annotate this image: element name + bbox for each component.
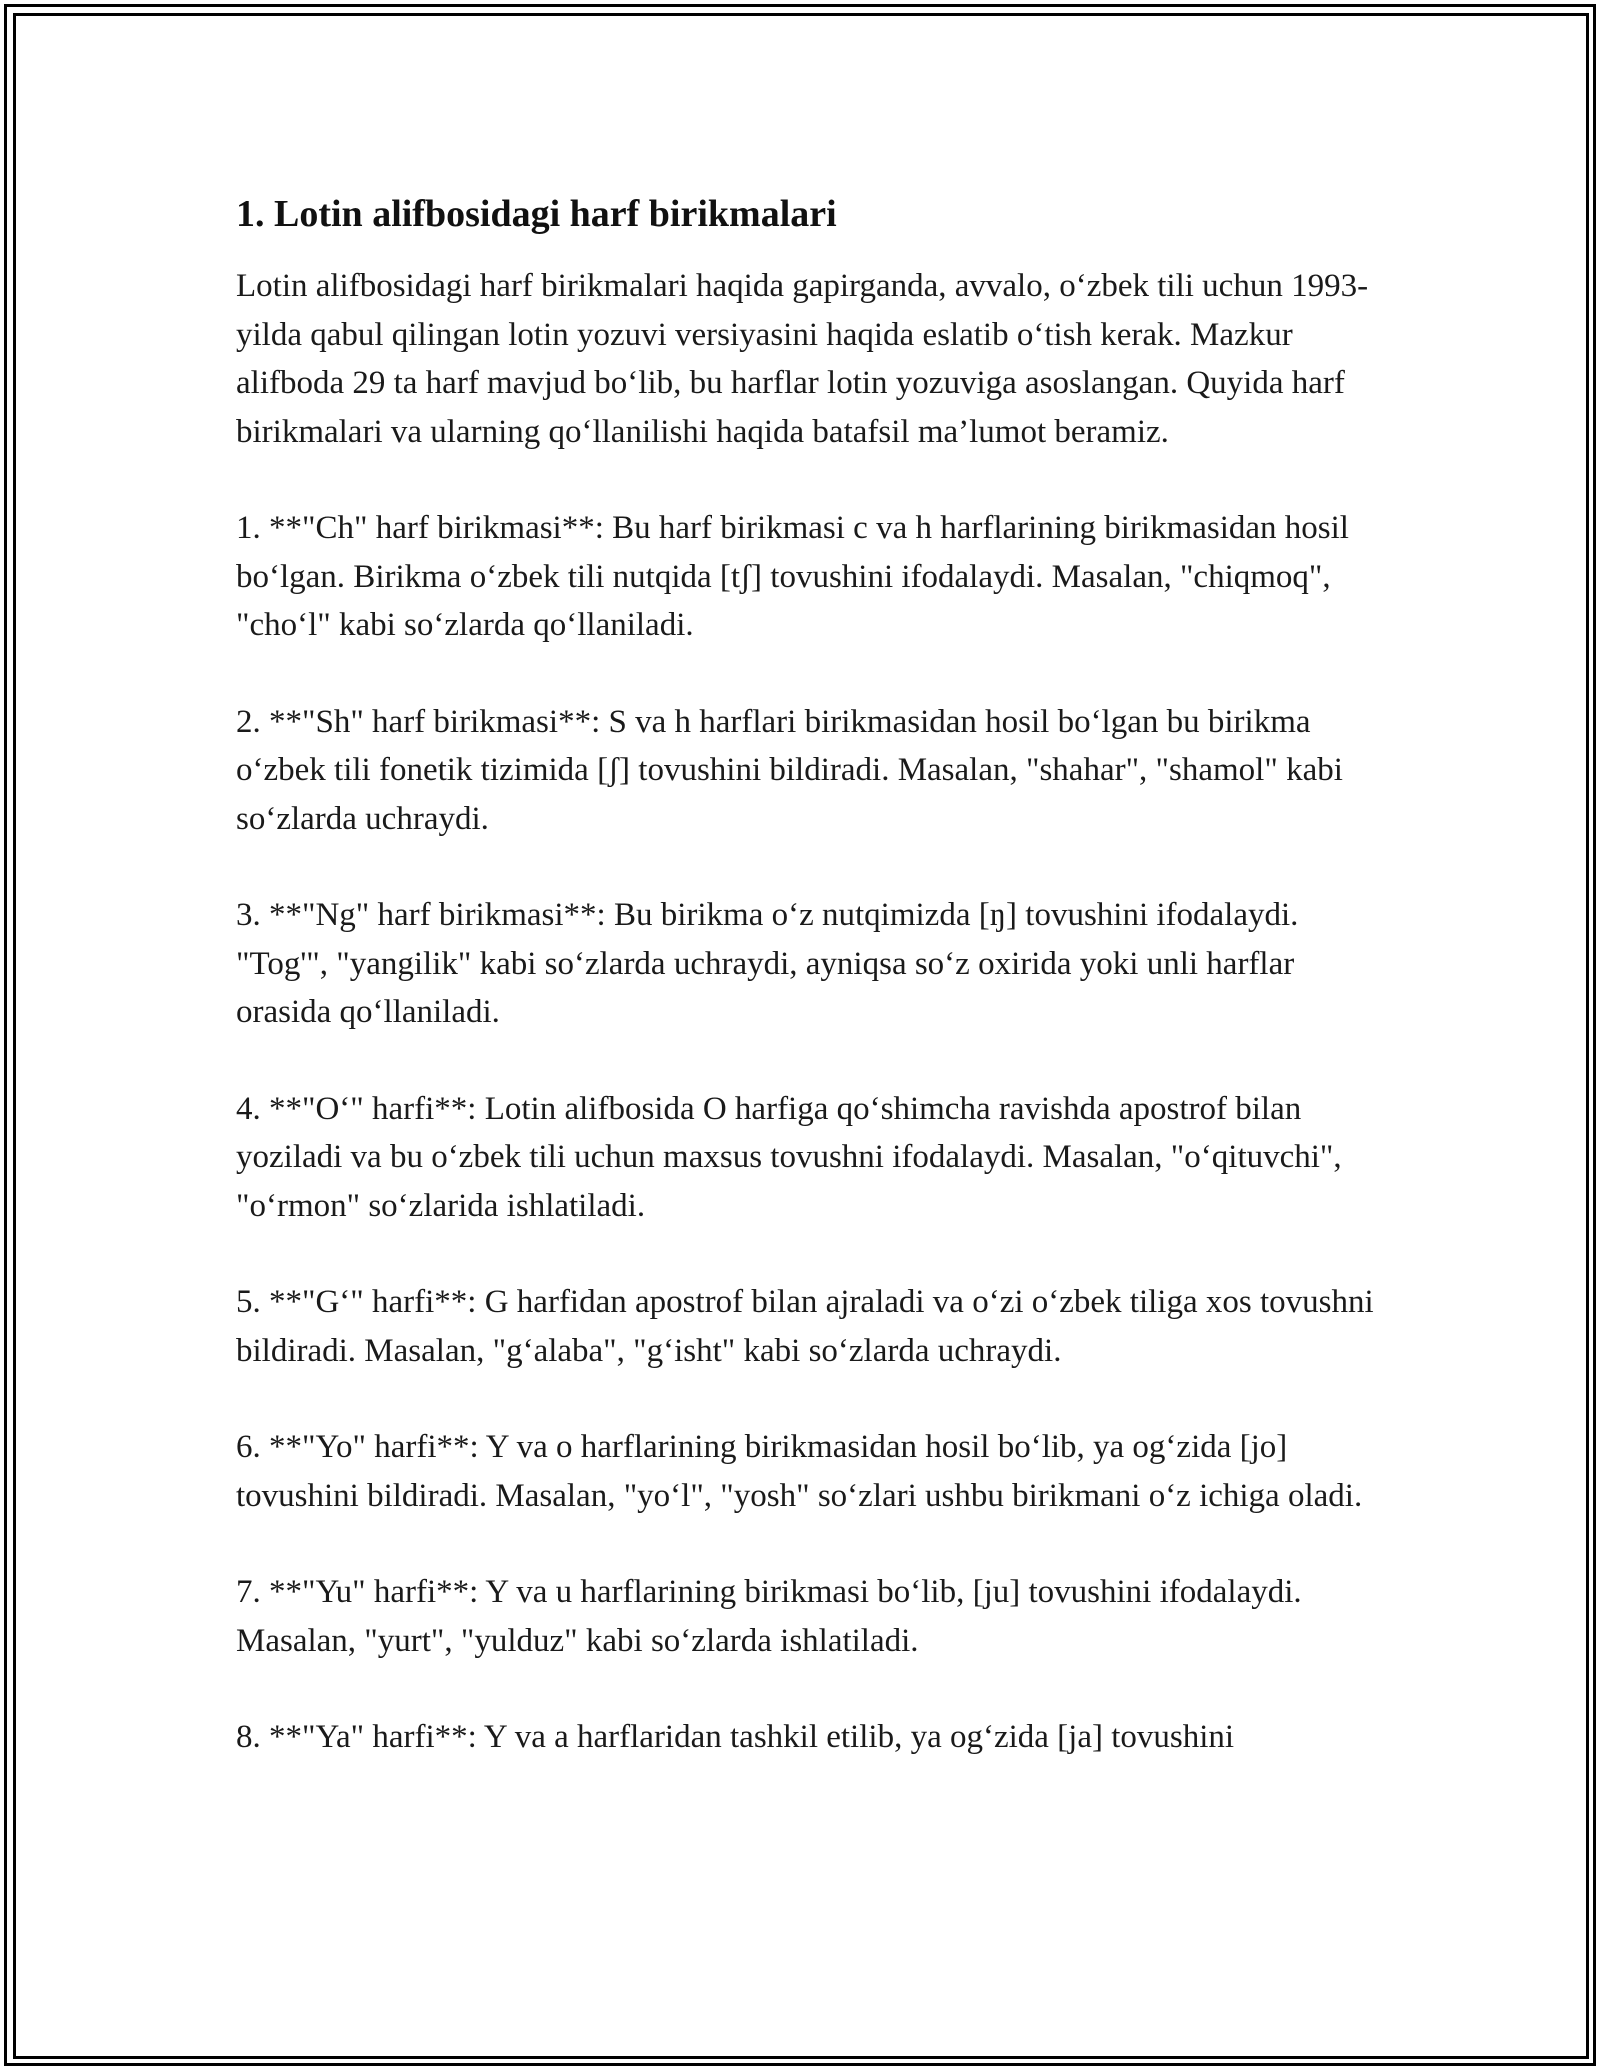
list-item-ch: 1. **"Ch" harf birikmasi**: Bu harf birikmasi c va h harflarining birikmasidan hosil bo‘lgan. Birikma o‘zbek tili nutqida [tʃ] tovushini ifodalaydi. Masalan, "chiqmoq", "cho‘l" kabi so‘zlarda qo‘llaniladi. [236,510,1349,643]
intro-paragraph: Lotin alifbosidagi harf birikmalari haqida gapirganda, avvalo, o‘zbek tili uchun 1993-yilda qabul qilingan lotin yozuvi versiyasini haqida eslatib o‘tish kerak. Mazkur alifboda 29 ta harf mavjud bo‘lib, bu harflar lotin yozuviga asoslangan. Quyida harf birikmalari va ularning qo‘llanilishi haqida batafsil ma’lumot beramiz. [236,268,1369,450]
list-item-ya: 8. **"Ya" harfi**: Y va a harflaridan tashkil etilib, ya og‘zida [ja] tovushini [236,1719,1235,1755]
list-item-yu: 7. **"Yu" harfi**: Y va u harflarining birikmasi bo‘lib, [ju] tovushini ifodalaydi. Masalan, "yurt", "yulduz" kabi so‘zlarda ishlatiladi. [236,1574,1302,1659]
list-item-ng: 3. **"Ng" harf birikmasi**: Bu birikma o‘z nutqimizda [ŋ] tovushini ifodalaydi. "Tog'", "yangilik" kabi so‘zlarda uchraydi, ayniqsa so‘z oxirida yoki unli harflar orasida qo‘llaniladi. [236,897,1299,1030]
document-body [236,186,1376,1810]
list-item-yo: 6. **"Yo" harfi**: Y va o harflarining birikmasidan hosil bo‘lib, ya og‘zida [jo] tovushini bildiradi. Masalan, "yo‘l", "yosh" so‘zlari ushbu birikmani o‘z ichiga oladi. [236,1429,1363,1514]
page-title: 1. Lotin alifbosidagi harf birikmalari [236,193,837,235]
list-item-sh: 2. **"Sh" harf birikmasi**: S va h harflari birikmasidan hosil bo‘lgan bu birikma o‘zbek tili fonetik tizimida [ʃ] tovushini bildiradi. Masalan, "shahar", "shamol" kabi so‘zlarda uchraydi. [236,703,1343,837]
list-item-g-apostrophe: 5. **"G‘" harfi**: G harfidan apostrof bilan ajraladi va o‘zi o‘zbek tiliga xos tovushni bildiradi. Masalan, "g‘alaba", "g‘isht" kabi so‘zlarda uchraydi. [236,1284,1374,1369]
list-item-o-apostrophe: 4. **"O‘" harfi**: Lotin alifbosida O harfiga qo‘shimcha ravishda apostrof bilan yoziladi va bu o‘zbek tili uchun maxsus tovushni ifodalaydi. Masalan, "o‘qituvchi", "o‘rmon" so‘zlarida ishlatiladi. [236,1090,1342,1224]
